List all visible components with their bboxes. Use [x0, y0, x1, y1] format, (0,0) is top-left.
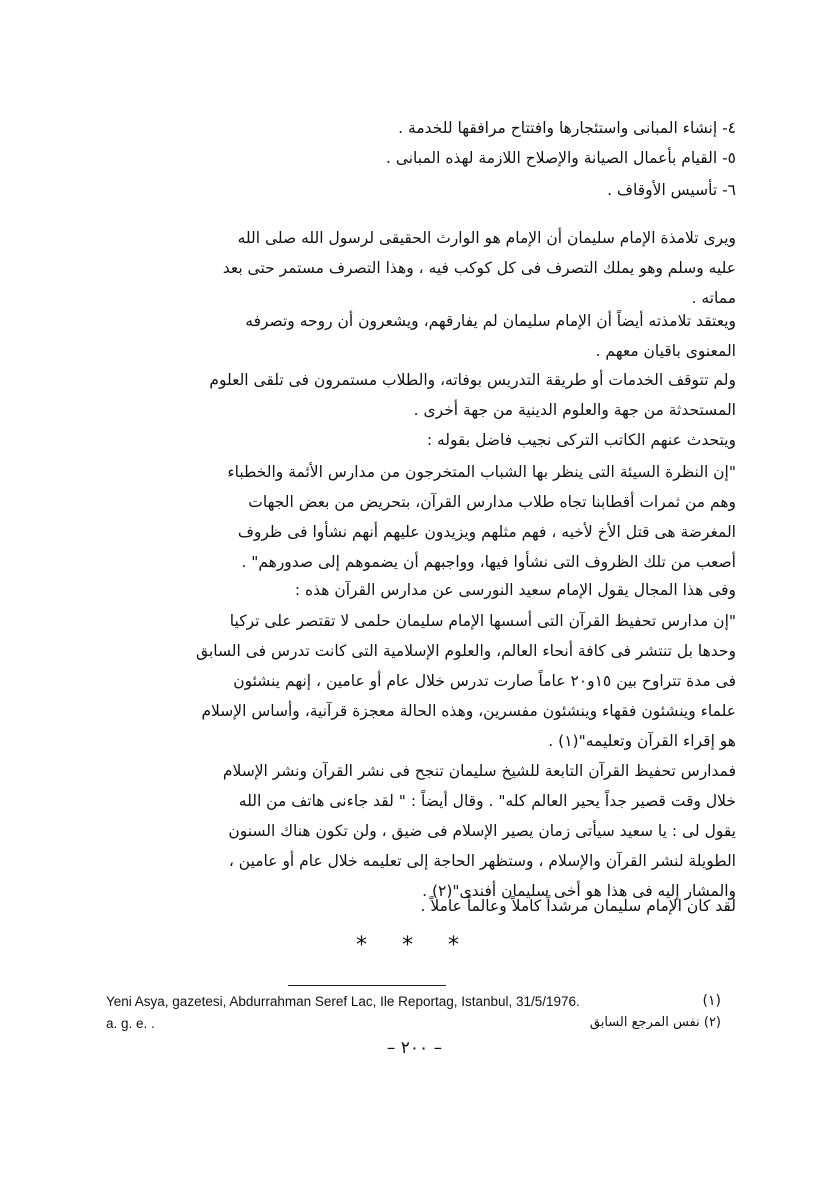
paragraph — [96, 366, 736, 426]
body-line: ويعتقد تلامذته أيضاً أن الإمام سليمان لم يفارقهم، ويشعرون أن روحه وتصرفه — [245, 312, 736, 330]
quote-paragraph — [96, 458, 736, 578]
body-line: لقد كان الإمام سليمان مرشداً كاملاً وعالماً عاملاً . — [420, 897, 736, 915]
footnote-text: (٢) نفس المرجع السابق — [589, 1015, 721, 1030]
paragraph — [96, 426, 736, 456]
paragraph — [96, 757, 736, 907]
paragraph — [96, 892, 736, 922]
body-line: فمدارس تحفيظ القرآن التابعة للشيخ سليمان تنجح فى نشر القرآن ونشر الإسلام — [222, 762, 736, 780]
body-line: ويرى تلامذة الإمام سليمان أن الإمام هو الوارث الحقيقى لرسول الله صلى الله — [237, 229, 736, 247]
body-line: فى مدة تتراوح بين ١٥و٢٠ عاماً صارت تدرس خلال عام أو عامين ، إنهم ينشئون — [233, 672, 736, 690]
body-line-group — [96, 176, 736, 206]
body-line: هو إقراء القرآن وتعليمه"(١) . — [548, 732, 736, 750]
body-line: خلال وقت قصير جداً يحير العالم كله" . وقال أيضاً : " لقد جاءنى هاتف من الله — [238, 792, 736, 810]
body-line-group — [96, 114, 736, 144]
section-separator: * * * — [356, 933, 473, 958]
page-number: – ٢٠٠ – — [386, 1038, 443, 1058]
footnote-text: Yeni Asya, gazetesi, Abdurrahman Seref Lac, Ile Reportag, Istanbul, 31/5/1976. — [106, 994, 580, 1009]
body-line: مماته . — [691, 289, 736, 307]
body-line: والمشار إليه فى هذا هو أخى سليمان أفندى"(٢) . — [422, 882, 736, 900]
body-line: ٥- القيام بأعمال الصيانة والإصلاح اللازمة لهذه المبانى . — [385, 149, 736, 167]
quote-paragraph — [96, 607, 736, 757]
paragraph — [96, 307, 736, 367]
body-line: وهم من ثمرات أقطابنا تجاه طلاب مدارس القرآن، بتحريض من بعض الجهات — [248, 493, 736, 511]
body-line: ويتحدث عنهم الكاتب التركى نجيب فاضل بقوله : — [426, 431, 736, 449]
body-line: علماء وينشئون فقهاء وينشئون مفسرين، وهذه الحالة معجزة قرآنية، وأساس الإسلام — [201, 702, 736, 720]
paragraph — [96, 576, 736, 606]
paragraph — [96, 224, 736, 314]
body-line: عليه وسلم وهو يملك التصرف فى كل كوكب فيه ، وهذا التصرف مستمر حتى بعد — [222, 259, 736, 277]
body-line: ٤- إنشاء المبانى واستئجارها وافتتاح مرافقها للخدمة . — [398, 119, 736, 137]
body-line: المستحدثة من جهة والعلوم الدينية من جهة أخرى . — [413, 401, 736, 419]
footnote-divider — [288, 985, 446, 986]
body-line: ولم تتوقف الخدمات أو طريقة التدريس بوفاته، والطلاب مستمرون فى تلقى العلوم — [209, 371, 736, 389]
body-line: المغرضة هى قتل الأخ لأخيه ، فهم مثلهم ويزيدون عليهم أنهم نشأوا فى ظروف — [237, 523, 736, 541]
body-line: "إن مدارس تحفيظ القرآن التى أسسها الإمام سليمان حلمى لا تقتصر على تركيا — [229, 612, 736, 630]
body-line: وحدها بل تنتشر فى كافة أنحاء العالم، والعلوم الإسلامية التى كانت تدرس فى السابق — [196, 642, 736, 660]
body-line: الطويلة لنشر القرآن والإسلام ، وستظهر الحاجة إلى تعليمه خلال عام أو عامين ، — [228, 852, 736, 870]
body-line: يقول لى : يا سعيد سيأتى زمان يصير الإسلام فى ضيق ، ولن تكون هناك السنون — [228, 822, 736, 840]
body-line: "إن النظرة السيئة التى ينظر بها الشباب المتخرجون من مدارس الأئمة والخطباء — [227, 463, 736, 481]
footnote-marker: (١) — [702, 993, 721, 1009]
body-line: أصعب من تلك الظروف التى نشأوا فيها، وواجبهم أن يضموهم إلى صدورهم" . — [241, 553, 736, 571]
footnote-text: a. g. e. . — [106, 1016, 155, 1031]
body-line-group — [96, 144, 736, 174]
body-line: المعنوى باقيان معهم . — [595, 342, 736, 360]
body-line: وفى هذا المجال يقول الإمام سعيد النورسى عن مدارس القرآن هذه : — [294, 581, 736, 599]
body-line: ٦- تأسيس الأوقاف . — [607, 181, 736, 199]
